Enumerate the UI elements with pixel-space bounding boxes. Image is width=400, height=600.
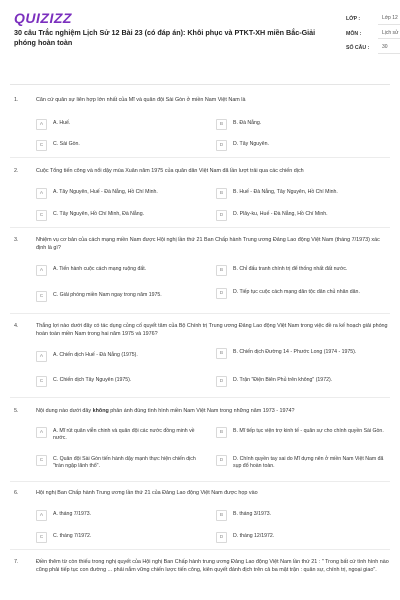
option-text: D. Tiếp tục cuộc cách mạng dân tộc dân chủ nhân dân. xyxy=(233,289,360,295)
meta-lop xyxy=(346,14,400,25)
option-text: D. Tây Nguyên. xyxy=(233,141,269,147)
option-c[interactable] xyxy=(36,291,206,302)
meta-lop-value: Lớp 12 xyxy=(378,14,400,25)
option-text: A. Huế. xyxy=(53,120,71,126)
option-letter: B xyxy=(216,188,227,199)
option-letter: A xyxy=(36,265,47,276)
option-text: C. Giải phóng miền Nam ngay trong năm 1975. xyxy=(53,292,162,298)
worksheet-meta xyxy=(346,14,400,58)
question-text: Hội nghị Ban Chấp hành Trung ương lần thứ 21 của Đảng Lao động Việt Nam được họp vào xyxy=(36,490,258,496)
option-letter: D xyxy=(216,455,227,466)
question-text xyxy=(36,408,390,416)
question-text-emphasis: không xyxy=(92,408,109,414)
option-letter: A xyxy=(36,351,47,362)
option-text: D. Chính quyền tay sai do Mĩ dựng nên ở miền Nam Việt Nam đã sụp đổ hoàn toàn. xyxy=(233,456,384,469)
option-letter: C xyxy=(36,291,47,302)
option-letter: B xyxy=(216,265,227,276)
option-a[interactable] xyxy=(36,351,206,362)
question-number: 7. xyxy=(14,559,19,565)
question-number: 3. xyxy=(14,237,19,243)
option-letter: D xyxy=(216,532,227,543)
option-letter: B xyxy=(216,427,227,438)
option-b[interactable] xyxy=(216,188,390,199)
option-text: C. Quân đội Sài Gòn tiến hành dậy mạnh thực hiện chiến dịch "tràn ngập lãnh thổ". xyxy=(53,456,196,469)
option-letter: C xyxy=(36,140,47,151)
option-b[interactable] xyxy=(216,348,390,359)
meta-socau-label: SỐ CÂU : xyxy=(346,45,370,51)
question-text-pre: Nội dung nào dưới đây xyxy=(36,408,93,414)
option-letter: C xyxy=(36,210,47,221)
option-letter: D xyxy=(216,376,227,387)
option-d[interactable] xyxy=(216,455,390,470)
option-text: A. Tây Nguyên, Huế - Đà Nẵng, Hồ Chí Minh. xyxy=(53,189,158,195)
meta-mon-label: MÔN : xyxy=(346,30,362,37)
worksheet-title: 30 câu Trắc nghiệm Lịch Sử 12 Bài 23 (có đáp án): Khôi phục và PTKT-XH miền Bắc-Giải phóng hoàn toàn xyxy=(14,28,316,47)
option-text: A. Mĩ rút quân viễn chinh và quân đội các nước đồng minh về nước. xyxy=(53,428,195,441)
option-d[interactable] xyxy=(216,376,390,387)
divider xyxy=(10,549,390,550)
question-text: Nhiệm vụ cơ bản của cách mạng miền Nam được Hội nghị lần thứ 21 Ban Chấp hành Trung ương Đảng Lao động Việt Nam (tháng 7/1973) xác định là gì? xyxy=(36,237,380,251)
divider xyxy=(10,227,390,228)
option-b[interactable] xyxy=(216,427,390,438)
question-number: 4. xyxy=(14,323,19,329)
option-text: B. tháng 3/1973. xyxy=(233,511,272,517)
option-text: C. tháng 7/1972. xyxy=(53,533,92,539)
option-text: A. tháng 7/1973. xyxy=(53,511,92,517)
option-a[interactable] xyxy=(36,188,206,199)
option-d[interactable] xyxy=(216,210,390,221)
question-number: 5. xyxy=(14,408,19,414)
option-text: D. Plây-ku, Huế - Đà Nẵng, Hồ Chí Minh. xyxy=(233,211,328,217)
option-c[interactable] xyxy=(36,455,206,470)
option-text: B. Chỉ đấu tranh chính trị để thống nhất đất nước. xyxy=(233,266,348,272)
option-letter: A xyxy=(36,188,47,199)
option-letter: A xyxy=(36,510,47,521)
divider xyxy=(10,397,390,398)
option-text: B. Mĩ tiếp tục viện trợ kinh tế - quân sự cho chính quyền Sài Gòn. xyxy=(233,428,384,434)
option-c[interactable] xyxy=(36,532,206,543)
option-letter: C xyxy=(36,376,47,387)
question-number: 2. xyxy=(14,168,19,174)
option-letter: A xyxy=(36,427,47,438)
option-b[interactable] xyxy=(216,119,390,130)
question-text: Căn cứ quân sự liên hợp lớn nhất của Mĩ và quân đội Sài Gòn ở miền Nam Việt Nam là xyxy=(36,97,246,103)
option-c[interactable] xyxy=(36,376,206,387)
option-letter: B xyxy=(216,348,227,359)
meta-mon-value: Lịch sử xyxy=(378,29,400,40)
option-letter: B xyxy=(216,119,227,130)
option-a[interactable] xyxy=(36,427,206,442)
option-letter: C xyxy=(36,532,47,543)
option-a[interactable] xyxy=(36,119,206,130)
question-text-post: phản ánh đúng tình hình miền Nam Việt Nam trong những năm 1973 - 1974? xyxy=(108,408,295,414)
option-letter: A xyxy=(36,119,47,130)
option-text: B. Đà Nẵng. xyxy=(233,120,262,126)
meta-lop-label: LỚP : xyxy=(346,16,361,22)
option-b[interactable] xyxy=(216,265,390,276)
option-c[interactable] xyxy=(36,140,206,151)
divider xyxy=(10,313,390,314)
meta-socau xyxy=(346,43,400,54)
option-text: B. Huế - Đà Nẵng, Tây Nguyên, Hồ Chí Minh. xyxy=(233,189,338,195)
option-text: B. Chiến dịch Đường 14 - Phước Long (1974 - 1975). xyxy=(233,349,357,355)
option-text: A. Chiến dịch Huế - Đà Nẵng (1975). xyxy=(53,352,138,358)
option-c[interactable] xyxy=(36,210,206,221)
question-number: 1. xyxy=(14,97,19,103)
option-letter: D xyxy=(216,140,227,151)
option-b[interactable] xyxy=(216,510,390,521)
question-text: Cuộc Tổng tiến công và nổi dậy mùa Xuân năm 1975 của quân dân Việt Nam đã lần lượt trải qua các chiến dịch xyxy=(36,168,304,174)
option-text: D. tháng 12/1972. xyxy=(233,533,275,539)
option-text: C. Sài Gòn. xyxy=(53,141,80,147)
option-letter: C xyxy=(36,455,47,466)
question-text: Điền thêm từ còn thiếu trong nghị quyết của Hội nghị Ban Chấp hành trung ương Đảng Lao động Việt Nam lần thứ 21 : " Trong bất cứ tình hình nào cũng phải tiếp tục con đường ... phải nắm vững chiến lược tiến công, kiên quyết đánh địch trên cả ba mặt trận : quân sự, chính trị, ngoại giao". xyxy=(36,559,389,573)
option-text: C. Tây Nguyên, Hồ Chí Minh, Đà Nẵng. xyxy=(53,211,145,217)
meta-mon xyxy=(346,29,400,40)
quizizz-logo[interactable]: QUIZIZZ xyxy=(14,10,72,26)
divider xyxy=(10,481,390,482)
option-letter: D xyxy=(216,210,227,221)
question-number: 6. xyxy=(14,490,19,496)
option-a[interactable] xyxy=(36,510,206,521)
option-letter: B xyxy=(216,510,227,521)
option-d[interactable] xyxy=(216,288,390,299)
option-d[interactable] xyxy=(216,532,390,543)
divider xyxy=(10,157,390,158)
worksheet-header xyxy=(10,0,399,85)
option-letter: D xyxy=(216,288,227,299)
option-d[interactable] xyxy=(216,140,390,151)
question-text: Thắng lợi nào dưới đây có tác dụng củng cố quyết tâm của Bộ Chính trị Trung ương Đảng Lao động Việt Nam trong việc đề ra kế hoạch giải phóng hoàn toàn miền Nam trong hai năm 1975 và 1976? xyxy=(36,323,388,337)
meta-socau-value: 30 xyxy=(378,43,400,54)
option-text: A. Tiến hành cuộc cách mạng ruộng đất. xyxy=(53,266,147,272)
option-text: D. Trận "Điện Biên Phủ trên không" (1972). xyxy=(233,377,333,383)
option-text: C. Chiến dịch Tây Nguyên (1975). xyxy=(53,377,132,383)
option-a[interactable] xyxy=(36,265,206,276)
